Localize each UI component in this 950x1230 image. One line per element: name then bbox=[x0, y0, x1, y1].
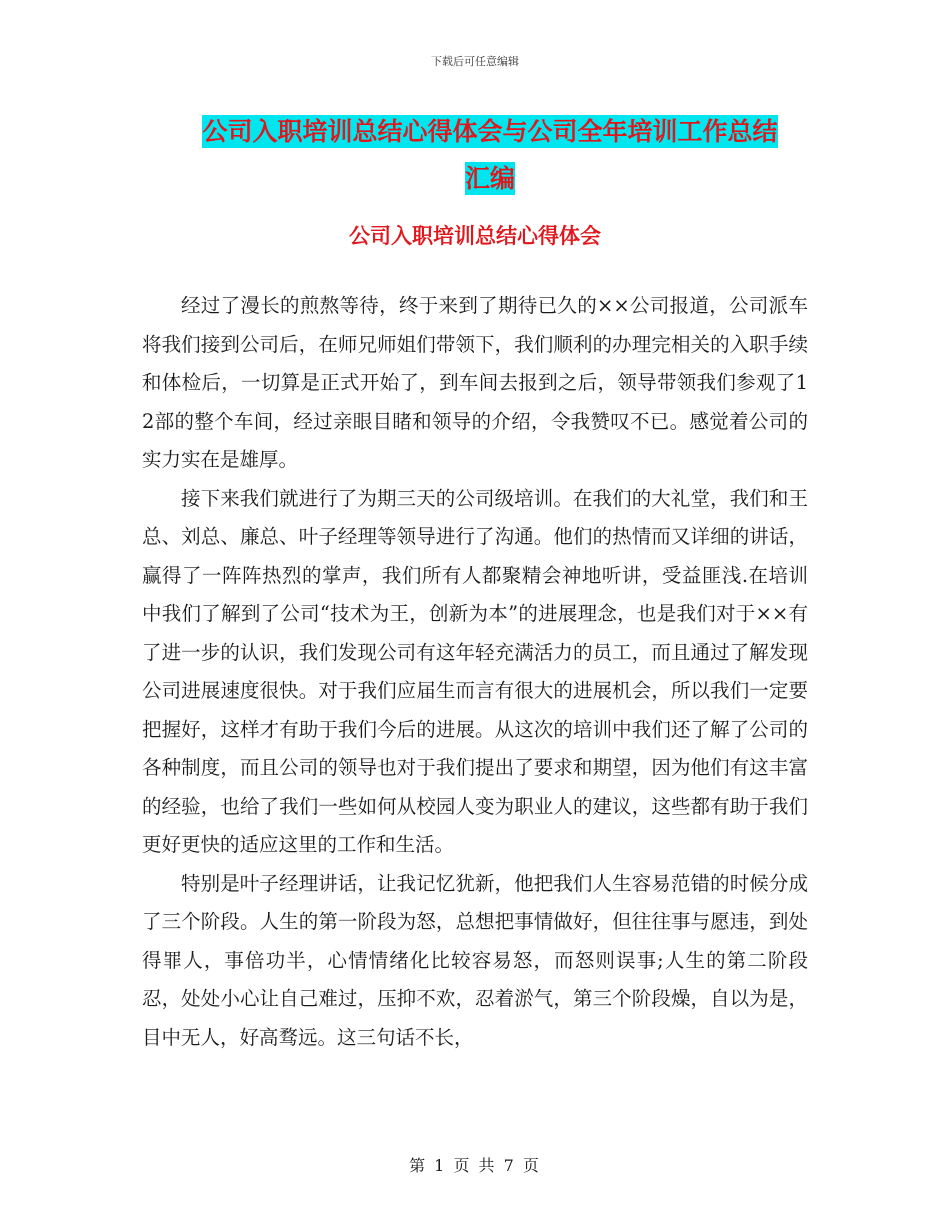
header-note: 下载后可任意编辑 bbox=[431, 55, 519, 68]
section-title: 公司入职培训总结心得体会 bbox=[349, 224, 601, 248]
page-footer: 第 1 页 共 7 页 bbox=[409, 1156, 541, 1175]
main-title bbox=[140, 108, 840, 202]
main-title-line2: 汇编 bbox=[464, 164, 515, 193]
paragraph-1: 经过了漫长的煎熬等待，终于来到了期待已久的××公司报道，公司派车将我们接到公司后，在师兄师姐们带领下，我们顺利的办理完相关的入职手续和体检后，一切算是正式开始了，到车间去报到之后，领导带领我们参观了12部的整个车间，经过亲眼目睹和领导的介绍，令我赞叹不已。感觉着公司的实力实在是雄厚。 bbox=[142, 294, 808, 471]
body-text bbox=[142, 287, 808, 1057]
paragraph-3: 特别是叶子经理讲话，让我记忆犹新，他把我们人生容易范错的时候分成了三个阶段。人生的第一阶段为怒，总想把事情做好，但往往事与愿违，到处得罪人，事倍功半，心情情绪化比较容易怒，而怒则误事;人生的第二阶段忍，处处小心让自己难过，压抑不欢，忍着淤气，第三个阶段燥，自以为是，目中无人，好高骛远。这三句话不长， bbox=[142, 871, 808, 1049]
paragraph-2: 接下来我们就进行了为期三天的公司级培训。在我们的大礼堂，我们和王总、刘总、廉总、叶子经理等领导进行了沟通。他们的热情而又详细的讲话，赢得了一阵阵热烈的掌声，我们所有人都聚精会神地听讲，受益匪浅.在培训中我们了解到了公司“技术为王，创新为本”的进展理念，也是我们对于××有了进一步的认识，我们发现公司有这年轻充满活力的员工，而且通过了解发现公司进展速度很快。对于我们应届生而言有很大的进展机会，所以我们一定要把握好，这样才有助于我们今后的进展。从这次的培训中我们还了解了公司的各种制度，而且公司的领导也对于我们提出了要求和期望，因为他们有这丰富的经验，也给了我们一些如何从校园人变为职业人的建议，这些都有助于我们更好更快的适应这里的工作和生活。 bbox=[142, 486, 808, 856]
main-title-line1: 公司入职培训总结心得体会与公司全年培训工作总结 bbox=[202, 117, 778, 146]
